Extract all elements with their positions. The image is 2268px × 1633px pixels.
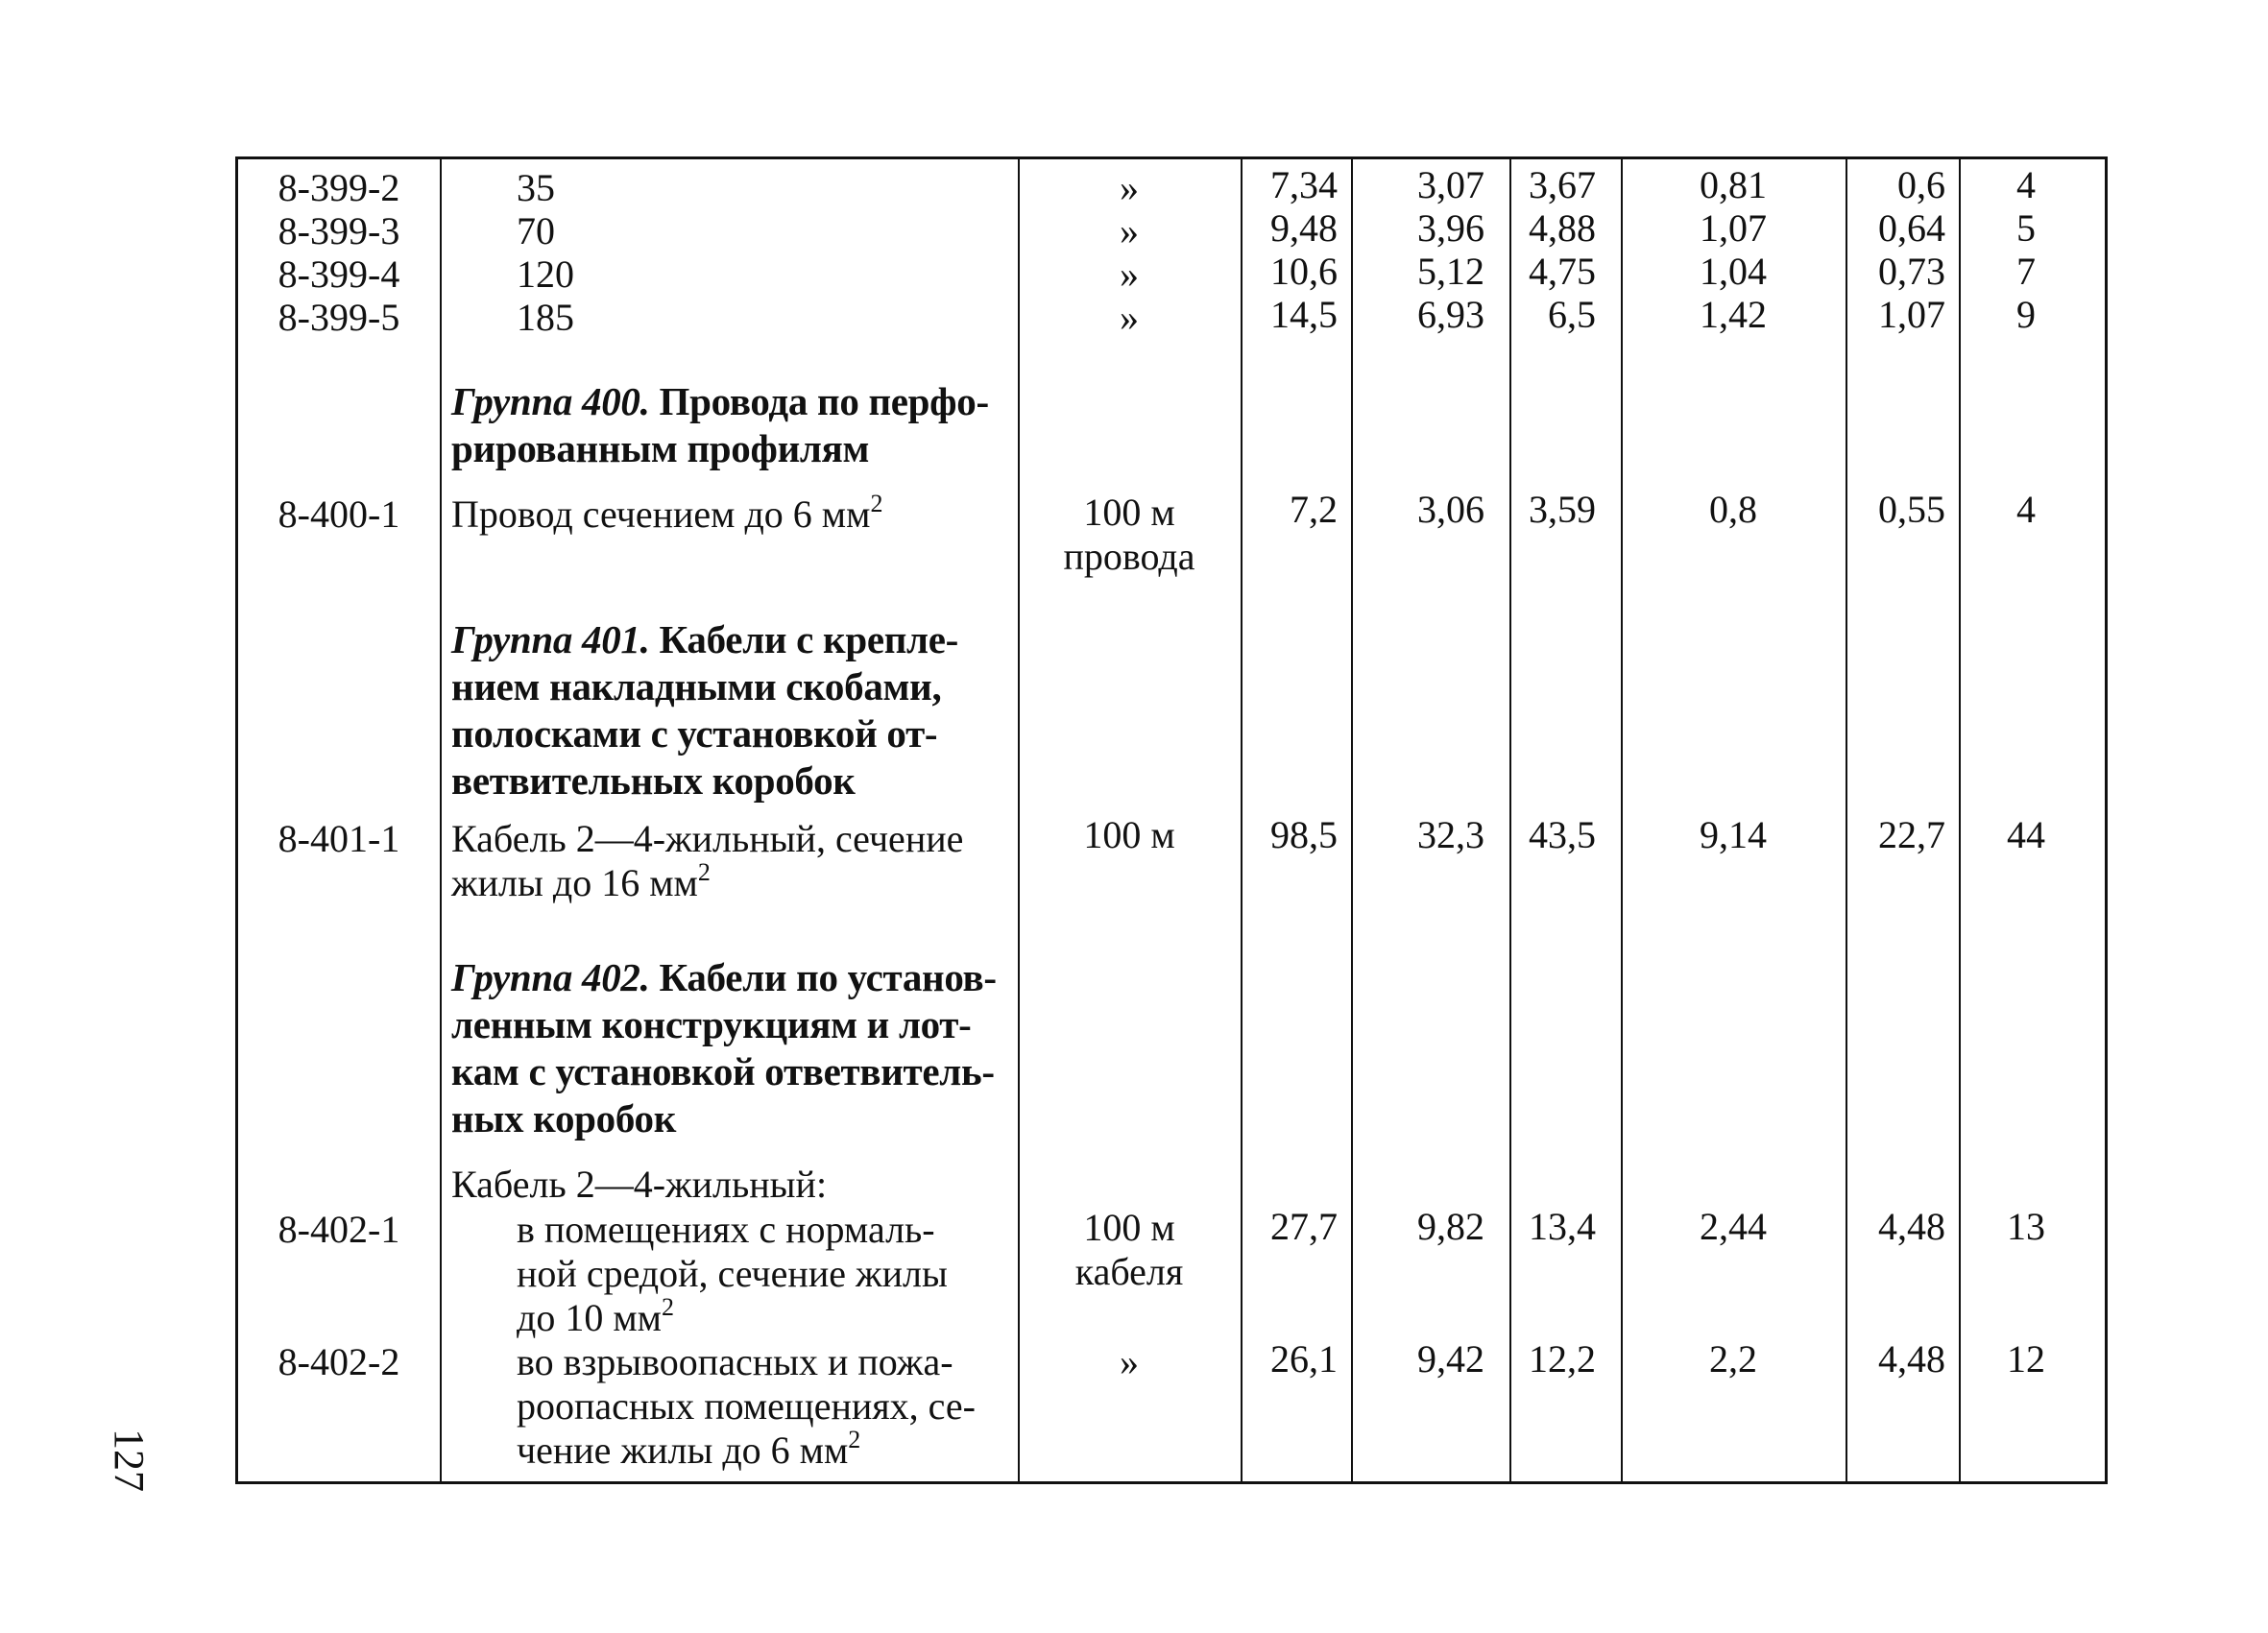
value-6: 5 bbox=[2016, 206, 2036, 250]
row-unit: » bbox=[1120, 252, 1139, 296]
group-400-heading bbox=[451, 378, 1008, 472]
value-6: 12 bbox=[2007, 1337, 2045, 1381]
value-1: 26,1 bbox=[1270, 1337, 1338, 1381]
superscript: 2 bbox=[870, 489, 883, 517]
description-text: до 10 мм bbox=[517, 1296, 662, 1339]
row-code: 8-399-2 bbox=[277, 166, 400, 209]
value-5: 0,64 bbox=[1878, 206, 1945, 250]
row-code: 8-402-2 bbox=[277, 1340, 400, 1383]
value-4: 1,07 bbox=[1700, 206, 1767, 250]
value-3: 3,59 bbox=[1529, 488, 1596, 531]
row-code: 8-400-1 bbox=[277, 492, 400, 536]
value-1: 7,2 bbox=[1290, 488, 1338, 531]
value-2: 6,93 bbox=[1417, 293, 1484, 336]
superscript: 2 bbox=[848, 1425, 861, 1453]
row-code: 8-401-1 bbox=[277, 817, 400, 860]
value-5: 0,6 bbox=[1897, 163, 1945, 206]
row-description-line-2: ной средой, сечение жилы bbox=[517, 1252, 948, 1295]
value-2: 5,12 bbox=[1417, 250, 1484, 293]
row-description-line-3 bbox=[517, 1425, 861, 1472]
value-1: 27,7 bbox=[1270, 1205, 1338, 1248]
value-1: 9,48 bbox=[1270, 206, 1338, 250]
column-divider bbox=[440, 159, 442, 1481]
row-code: 8-399-5 bbox=[277, 296, 400, 339]
row-description bbox=[451, 489, 883, 536]
group-400-title-part: Провода по перфо- bbox=[659, 379, 989, 423]
superscript: 2 bbox=[697, 857, 711, 886]
value-5: 22,7 bbox=[1878, 813, 1945, 856]
value-2: 9,82 bbox=[1417, 1205, 1484, 1248]
value-4: 1,42 bbox=[1700, 293, 1767, 336]
norms-table bbox=[235, 156, 2108, 1484]
value-3: 43,5 bbox=[1529, 813, 1596, 856]
value-6: 7 bbox=[2016, 250, 2036, 293]
group-400-title-line-2: рированным профилям bbox=[451, 426, 870, 470]
value-6: 9 bbox=[2016, 293, 2036, 336]
value-2: 9,42 bbox=[1417, 1337, 1484, 1381]
value-2: 32,3 bbox=[1417, 813, 1484, 856]
group-402-title-line-2: ленным конструкциям и лот- bbox=[451, 1002, 972, 1046]
value-4: 1,04 bbox=[1700, 250, 1767, 293]
group-401-title-line-3: полосками с установкой от- bbox=[451, 711, 938, 756]
value-1: 14,5 bbox=[1270, 293, 1338, 336]
row-unit-line-2: кабеля bbox=[1074, 1250, 1184, 1293]
value-4: 0,81 bbox=[1700, 163, 1767, 206]
description-text: жилы до 16 мм bbox=[451, 861, 698, 904]
group-402-intro: Кабель 2—4-жильный: bbox=[451, 1163, 828, 1206]
row-unit-line-2: провода bbox=[1063, 535, 1195, 578]
value-6: 4 bbox=[2016, 163, 2036, 206]
group-402-title-part: Кабели по установ- bbox=[659, 955, 997, 999]
value-3: 3,67 bbox=[1529, 163, 1596, 206]
value-6: 44 bbox=[2007, 813, 2045, 856]
row-code: 8-399-3 bbox=[277, 209, 400, 252]
row-unit: » bbox=[1120, 209, 1139, 252]
value-6: 13 bbox=[2007, 1205, 2045, 1248]
row-unit: » bbox=[1120, 166, 1139, 209]
row-description-line-2: роопасных помещениях, се- bbox=[517, 1384, 976, 1428]
row-section: 35 bbox=[517, 166, 555, 209]
value-6: 4 bbox=[2016, 488, 2036, 531]
group-401-title-part: Кабели с крепле- bbox=[659, 617, 959, 661]
value-3: 4,75 bbox=[1529, 250, 1596, 293]
row-description-line-1: в помещениях с нормаль- bbox=[517, 1208, 935, 1251]
value-4: 0,8 bbox=[1709, 488, 1757, 531]
superscript: 2 bbox=[661, 1292, 674, 1321]
value-3: 12,2 bbox=[1529, 1337, 1596, 1381]
value-5: 0,73 bbox=[1878, 250, 1945, 293]
group-400-prefix: Группа 400. bbox=[451, 379, 650, 423]
value-4: 2,2 bbox=[1709, 1337, 1757, 1381]
group-401-title-line-4: ветвительных коробок bbox=[451, 758, 856, 803]
row-unit-line-1: 100 м bbox=[1083, 1206, 1175, 1249]
value-2: 3,06 bbox=[1417, 488, 1484, 531]
value-1: 98,5 bbox=[1270, 813, 1338, 856]
value-1: 7,34 bbox=[1270, 163, 1338, 206]
value-5: 4,48 bbox=[1878, 1205, 1945, 1248]
value-2: 3,96 bbox=[1417, 206, 1484, 250]
value-4: 2,44 bbox=[1700, 1205, 1767, 1248]
value-5: 0,55 bbox=[1878, 488, 1945, 531]
group-401-prefix: Группа 401. bbox=[451, 617, 650, 661]
row-unit: 100 м bbox=[1083, 813, 1175, 856]
group-401-title-line-2: нием накладными скобами, bbox=[451, 664, 942, 708]
group-402-heading bbox=[451, 954, 1008, 1142]
value-4: 9,14 bbox=[1700, 813, 1767, 856]
description-text: чение жилы до 6 мм bbox=[517, 1429, 849, 1472]
value-5: 4,48 bbox=[1878, 1337, 1945, 1381]
row-code: 8-399-4 bbox=[277, 252, 400, 296]
group-402-title-line-4: ных коробок bbox=[451, 1096, 677, 1141]
row-description-line-1: Кабель 2—4-жильный, сечение bbox=[451, 817, 964, 860]
row-unit: » bbox=[1120, 1340, 1139, 1383]
group-401-title-line-1 bbox=[451, 616, 1008, 663]
value-3: 4,88 bbox=[1529, 206, 1596, 250]
value-3: 13,4 bbox=[1529, 1205, 1596, 1248]
group-402-prefix: Группа 402. bbox=[451, 955, 650, 999]
row-description-line-2 bbox=[451, 857, 711, 904]
value-5: 1,07 bbox=[1878, 293, 1945, 336]
group-401-heading bbox=[451, 616, 1008, 804]
group-402-title-line-3: кам с установкой ответвитель- bbox=[451, 1049, 995, 1093]
value-3: 6,5 bbox=[1548, 293, 1596, 336]
row-unit-line-1: 100 м bbox=[1083, 491, 1175, 534]
value-1: 10,6 bbox=[1270, 250, 1338, 293]
row-section: 185 bbox=[517, 296, 574, 339]
row-code: 8-402-1 bbox=[277, 1208, 400, 1251]
row-section: 120 bbox=[517, 252, 574, 296]
row-description-line-1: во взрывоопасных и пожа- bbox=[517, 1340, 953, 1383]
row-description-line-3 bbox=[517, 1292, 674, 1339]
row-unit: » bbox=[1120, 296, 1139, 339]
value-2: 3,07 bbox=[1417, 163, 1484, 206]
group-402-title-line-1 bbox=[451, 954, 1008, 1001]
row-section: 70 bbox=[517, 209, 555, 252]
description-text: Провод сечением до 6 мм bbox=[451, 492, 871, 536]
group-400-title-line-1 bbox=[451, 378, 1008, 425]
page-number: 127 bbox=[106, 1429, 153, 1492]
